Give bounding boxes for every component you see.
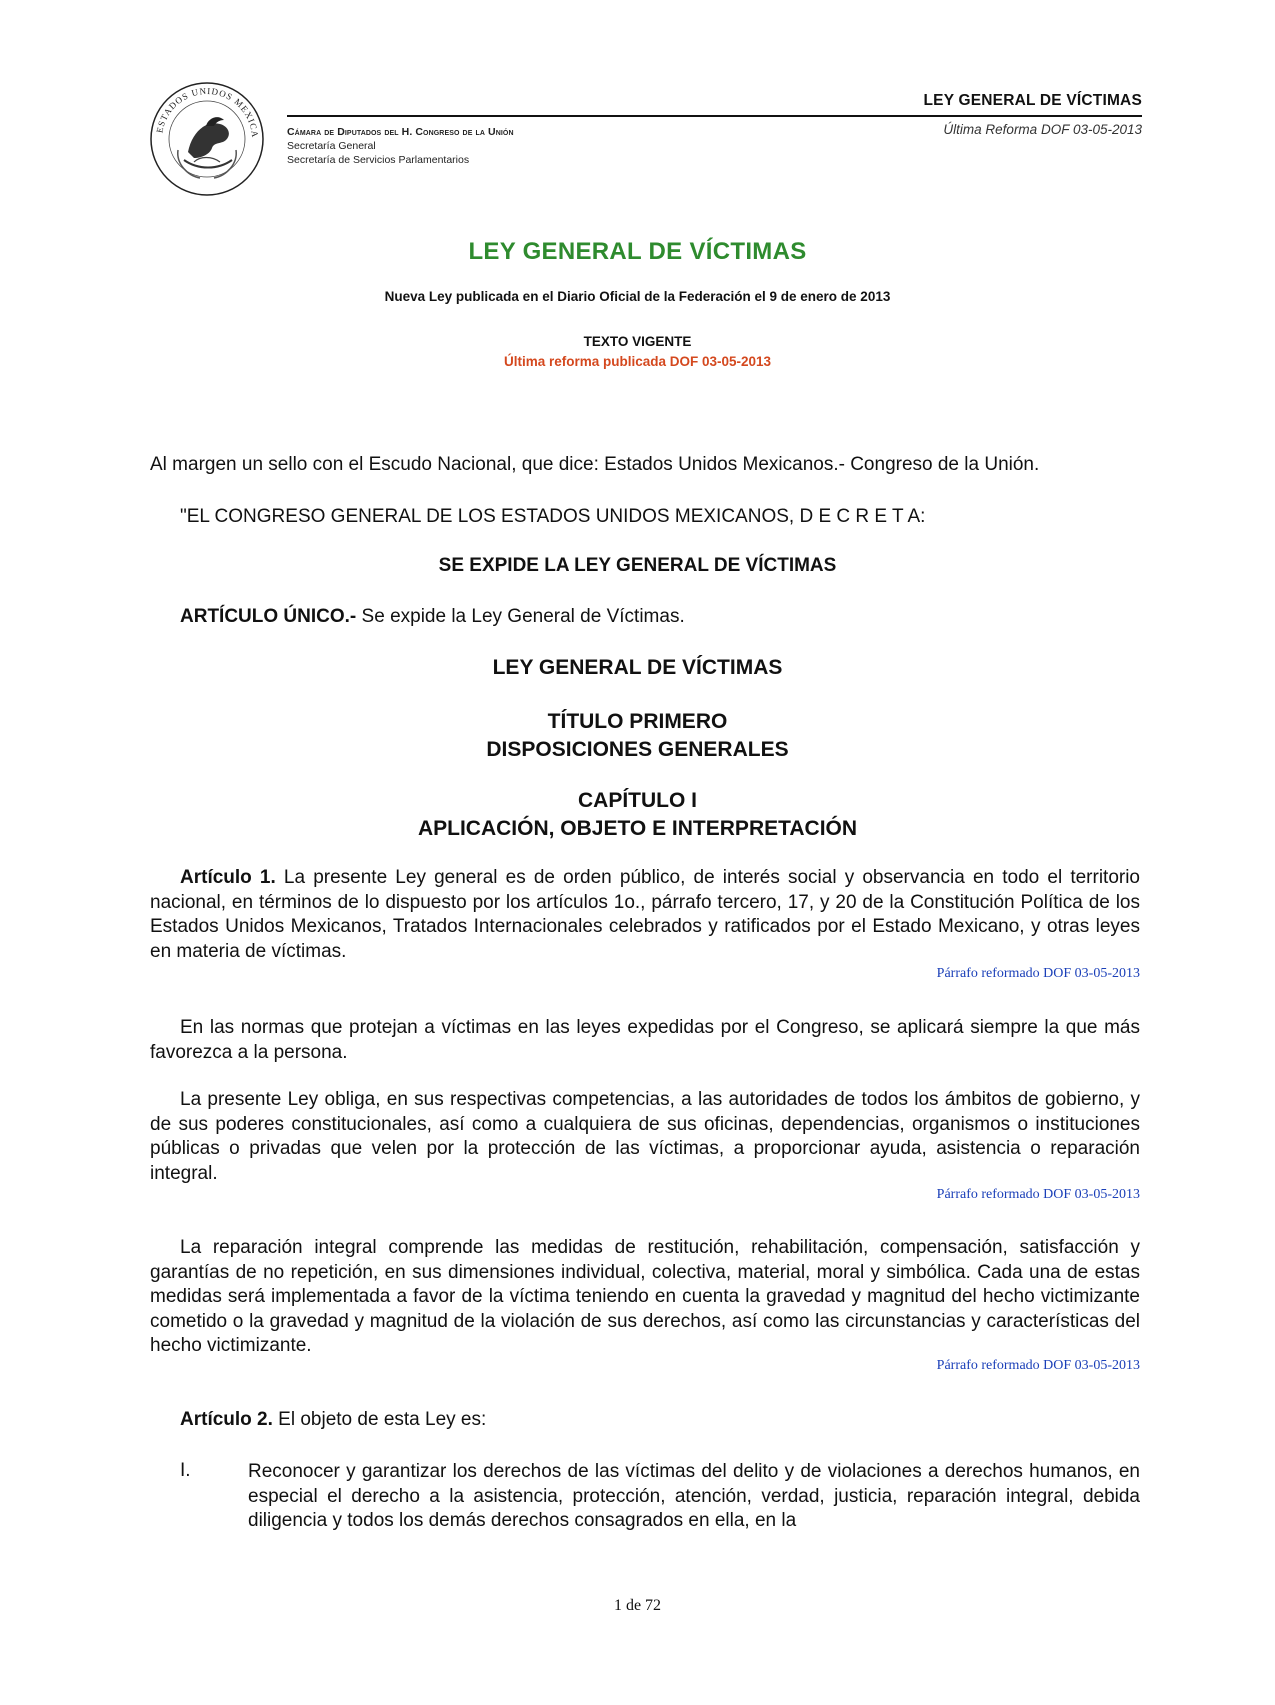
- expide-heading: SE EXPIDE LA LEY GENERAL DE VÍCTIMAS: [438, 555, 837, 576]
- article-1-label: Artículo 1.: [180, 867, 276, 888]
- status-label: TEXTO VIGENTE: [583, 334, 692, 349]
- article-1-paragraph: [150, 866, 1140, 964]
- header-last-reform: Última Reforma DOF 03-05-2013: [943, 122, 1142, 137]
- article-1-text: La presente Ley general es de orden público, de interés social y observancia en todo el territorio nacional, en términos de lo dispuesto por los artículos 1o., párrafo tercero, 17, y 20 de la Constitución Política de los Estados Unidos Mexicanos, Tratados Internacionales celebrados y ratificados por el Estado Mexicano, y otras leyes en materia de víctimas.: [150, 867, 1140, 962]
- header-rule: [287, 115, 1142, 117]
- article-unico-label: ARTÍCULO ÚNICO.-: [180, 606, 357, 627]
- page-number: 1 de 72: [613, 1597, 662, 1614]
- titulo-number: TÍTULO PRIMERO: [547, 710, 728, 733]
- article-2-paragraph: [150, 1408, 1140, 1433]
- capitulo-heading: [0, 787, 1275, 843]
- margin-paragraph: Al margen un sello con el Escudo Nacional, que dice: Estados Unidos Mexicanos.- Congreso de la Unión.: [150, 454, 1040, 475]
- capitulo-name: APLICACIÓN, OBJETO E INTERPRETACIÓN: [417, 817, 858, 840]
- reform-note-2: Párrafo reformado DOF 03-05-2013: [936, 1187, 1140, 1202]
- article-unico-text: Se expide la Ley General de Víctimas.: [356, 606, 685, 627]
- reform-note-3: Párrafo reformado DOF 03-05-2013: [936, 1358, 1140, 1373]
- paragraph-2: En las normas que protejan a víctimas en las leyes expedidas por el Congreso, se aplicará siempre la que más favorezca a la persona.: [150, 1017, 1140, 1063]
- capitulo-number: CAPÍTULO I: [578, 789, 697, 812]
- titulo-name: DISPOSICIONES GENERALES: [486, 738, 789, 761]
- decree-paragraph: "EL CONGRESO GENERAL DE LOS ESTADOS UNIDOS MEXICANOS, D E C R E T A:: [180, 506, 926, 527]
- paragraph-3: La presente Ley obliga, en sus respectivas competencias, a las autoridades de todos los ámbitos de gobierno, y de sus poderes constitucionales, así como a cualquiera de sus oficinas, dependencias, organismos o instituciones públicas o privadas que velen por la protección de las víctimas, a proporcionar ayuda, asistencia o reparación integral.: [150, 1089, 1140, 1184]
- document-title: LEY GENERAL DE VÍCTIMAS: [468, 238, 807, 265]
- secretariat-general: Secretaría General: [287, 140, 376, 152]
- reform-note-1: Párrafo reformado DOF 03-05-2013: [936, 966, 1140, 981]
- reform-label: Última reforma publicada DOF 03-05-2013: [503, 354, 772, 369]
- list-item-text: Reconocer y garantizar los derechos de las víctimas del delito y de violaciones a derechos humanos, en especial el derecho a la asistencia, protección, atención, verdad, justicia, reparación integral, debida diligencia y todos los demás derechos consagrados en ella, en la: [248, 1461, 1140, 1531]
- list-item-number: I.: [180, 1460, 191, 1481]
- publication-note: Nueva Ley publicada en el Diario Oficial de la Federación el 9 de enero de 2013: [384, 289, 891, 304]
- law-heading: LEY GENERAL DE VÍCTIMAS: [492, 656, 783, 679]
- chamber-info: [287, 125, 514, 167]
- chamber-name: Cámara de Diputados del H. Congreso de la Unión: [287, 126, 514, 138]
- coat-of-arms-seal: [148, 80, 266, 198]
- article-2-text: El objeto de esta Ley es:: [272, 1409, 487, 1430]
- article-2-label: Artículo 2.: [180, 1409, 273, 1430]
- secretariat-services: Secretaría de Servicios Parlamentarios: [287, 154, 470, 166]
- article-unico: [150, 605, 1140, 630]
- header-law-name: LEY GENERAL DE VÍCTIMAS: [923, 92, 1142, 109]
- svg-text:ESTADOS UNIDOS MEXICANOS: ESTADOS UNIDOS MEXICA: [154, 85, 261, 139]
- titulo-heading: [0, 708, 1275, 764]
- paragraph-4: La reparación integral comprende las medidas de restitución, rehabilitación, compensación, satisfacción y garantías de no repetición, en sus dimensiones individual, colectiva, material, moral y simbólica. Cada una de estas medidas será implementada a favor de la víctima teniendo en cuenta la gravedad y magnitud del hecho victimizante cometido o la gravedad y magnitud de la violación de sus derechos, así como las circunstancias y características del hecho victimizante.: [150, 1237, 1140, 1356]
